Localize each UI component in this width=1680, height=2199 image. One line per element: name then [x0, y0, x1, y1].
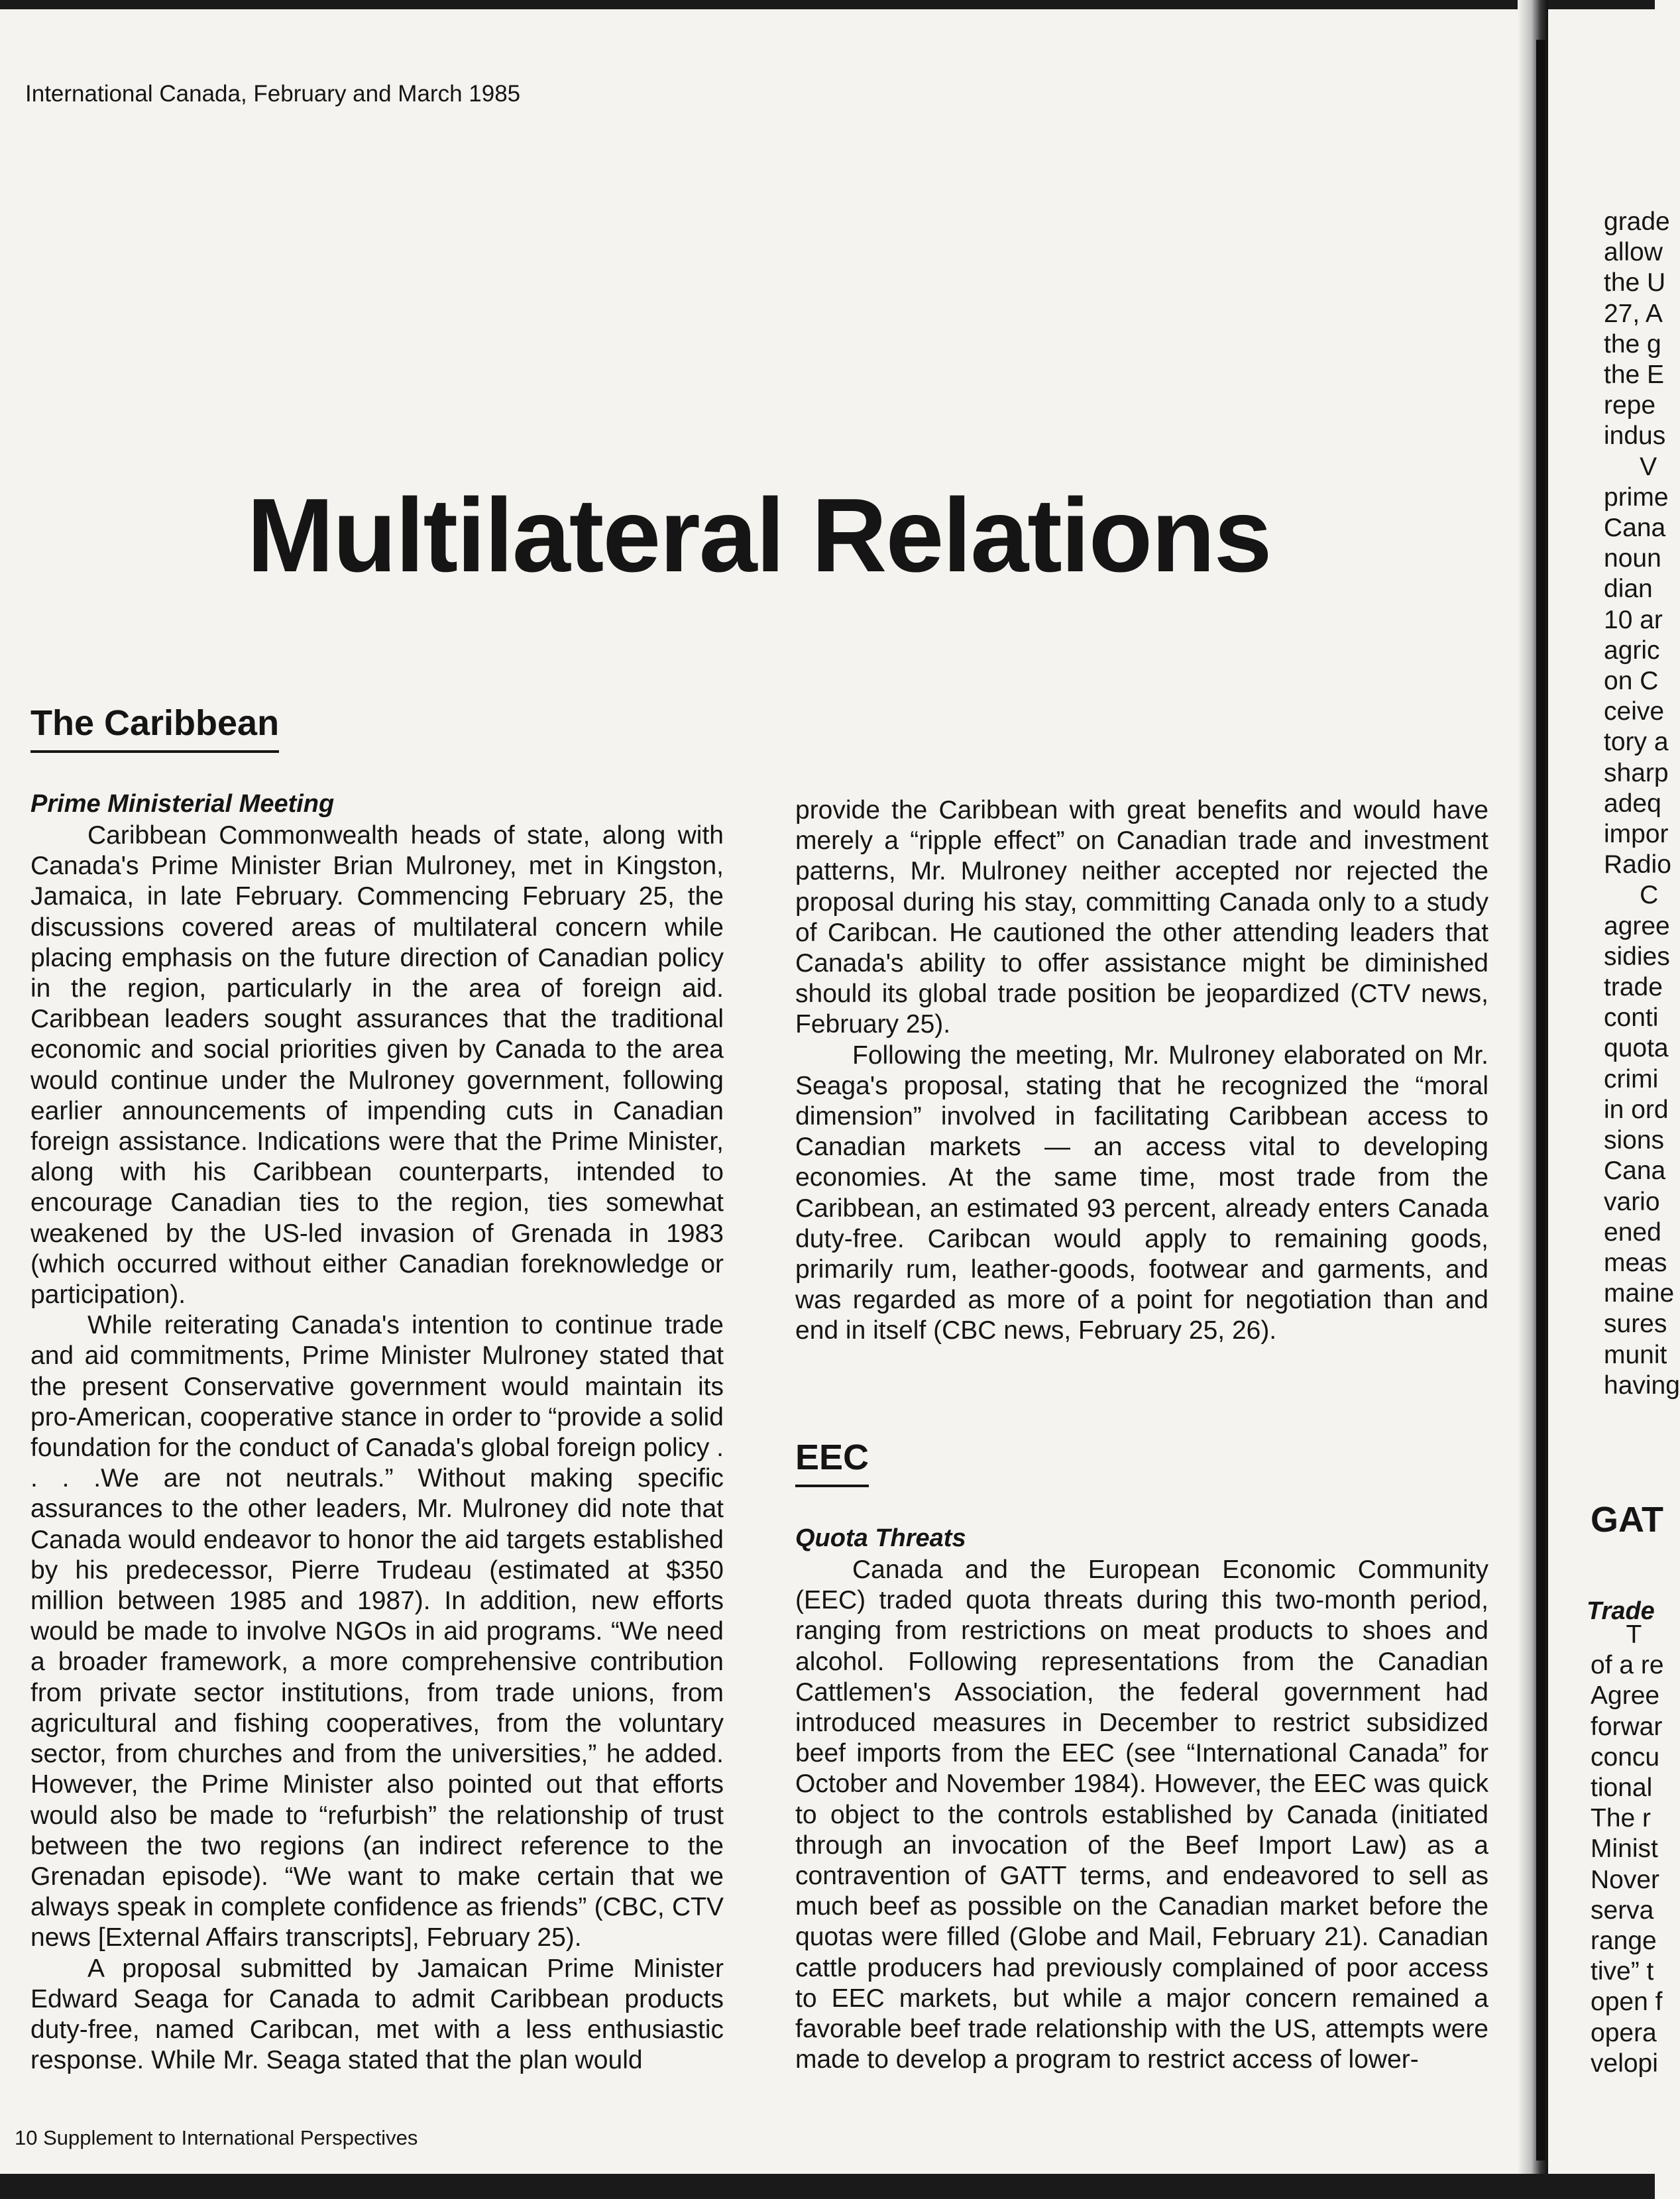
- column-right: [795, 795, 1488, 1347]
- section-heading-eec: EEC: [795, 1437, 869, 1487]
- column-left: [30, 820, 724, 2076]
- page-footer: 10 Supplement to International Perspectives: [15, 2126, 418, 2149]
- section-heading-caribbean: The Caribbean: [30, 703, 279, 753]
- subheading-prime-ministerial-meeting: Prime Ministerial Meeting: [30, 790, 335, 818]
- column-eec: [795, 1555, 1488, 2075]
- gutter-shadow: [1536, 40, 1545, 2161]
- scan-top-edge: [0, 0, 1655, 9]
- paragraph: Caribbean Commonwealth heads of state, along with Canada's Prime Minister Brian Mulroney, met in Kingston, Jamaica, in late February. Commencing February 25, the discussions covered areas of multilateral concern while placing emphasis on the future direction of Canadian policy in the region, particularly in the area of foreign aid. Caribbean leaders sought assurances that the traditional economic and social priorities given by Canada to the area would continue under the Mulroney government, following earlier announcements of impending cuts in Canadian foreign assistance. Indications were that the Prime Minister, along with his Caribbean counterparts, intended to encourage Canadian ties to the region, ties somewhat weakened by the US-led invasion of Grenada in 1983 (which occurred without either Canadian foreknowledge or participation).: [30, 821, 724, 1310]
- paragraph: provide the Caribbean with great benefits and would have merely a “ripple effect” on Canadian trade and investment patterns, Mr. Mulroney neither accepted nor rejected the proposal during his stay, committing Canada only to a study of Caribcan. He cautioned the other attending leaders that Canada's ability to offer assistance might be diminished should its global trade position be jeopardized (CTV news, February 25).: [795, 796, 1488, 1039]
- paragraph: While reiterating Canada's intention to continue trade and aid commitments, Prime Minister Mulroney stated that the present Conservative government would maintain its pro-American, cooperative stance in order to “provide a solid foundation for the conduct of Canada's global foreign policy . . . .We are not neutrals.” Without making specific assurances to the other leaders, Mr. Mulroney did note that Canada would endeavor to honor the aid targets established by his predecessor, Pierre Trudeau (estimated at $350 million between 1985 and 1987). In addition, new efforts would be made to involve NGOs in aid programs. “We need a broader framework, a more comprehensive contribution from private sector institutions, from trade unions, from agricultural and fishing cooperatives, from the voluntary sector, from churches and from the universities,” he added. However, the Prime Minister also pointed out that efforts would also be made to “refurbish” the relationship of trust between the two regions (an indirect reference to the Grenadan episode). “We want to make certain that we always speak in complete confidence as friends” (CBC, CTV news [External Affairs transcripts], February 25).: [30, 1311, 724, 1952]
- page-title: Multilateral Relations: [247, 477, 1271, 594]
- running-head: International Canada, February and March 1985: [25, 81, 521, 107]
- paragraph: A proposal submitted by Jamaican Prime Minister Edward Seaga for Canada to admit Caribbean products duty-free, named Caribcan, met with a less enthusiastic response. While Mr. Seaga stated that the plan would: [30, 1954, 724, 2075]
- scan-bottom-edge: [0, 2174, 1655, 2199]
- facing-page-text-fragment: grade allow the U 27, A the g the E repe indus V prime Cana noun dian 10 ar agric on C ceive tory a sharp adeq impor Radio C agree sidies trade conti quota crimi in ord sions Cana vario ened meas maine sures munit having: [1604, 207, 1680, 1400]
- facing-page-text-fragment: T of a re Agree forwar concu tional The r Minist Nover serva range tive” t open f opera velopi: [1591, 1620, 1664, 2078]
- facing-page-heading: GAT: [1591, 1500, 1663, 1540]
- facing-page-subheading: Trade: [1587, 1597, 1655, 1625]
- paragraph: Canada and the European Economic Community (EEC) traded quota threats during this two-month period, ranging from restrictions on meat products to shoes and alcohol. Following representations from the Canadian Cattlemen's Association, the federal government had introduced measures in December to restrict subsidized beef imports from the EEC (see “International Canada” for October and November 1984). However, the EEC was quick to object to the controls established by Canada (initiated through an invocation of the Beef Import Law) as a contravention of GATT terms, and endeavored to sell as much beef as possible on the Canadian market before the quotas were filled (Globe and Mail, February 21). Canadian cattle producers had previously complained of poor access to EEC markets, but while a major concern remained a favorable beef trade relationship with the US, attempts were made to develop a program to restrict access of lower-: [795, 1555, 1488, 2074]
- subheading-quota-threats: Quota Threats: [795, 1524, 966, 1552]
- paragraph: Following the meeting, Mr. Mulroney elaborated on Mr. Seaga's proposal, stating that he recognized the “moral dimension” involved in facilitating Caribbean access to Canadian markets — an access vital to developing economies. At the same time, most trade from the Caribbean, an estimated 93 percent, already enters Canada duty-free. Caribcan would apply to remaining goods, primarily rum, leather-goods, footwear and garments, and was regarded as more of a point for negotiation than and end in itself (CBC news, February 25, 26).: [795, 1041, 1488, 1345]
